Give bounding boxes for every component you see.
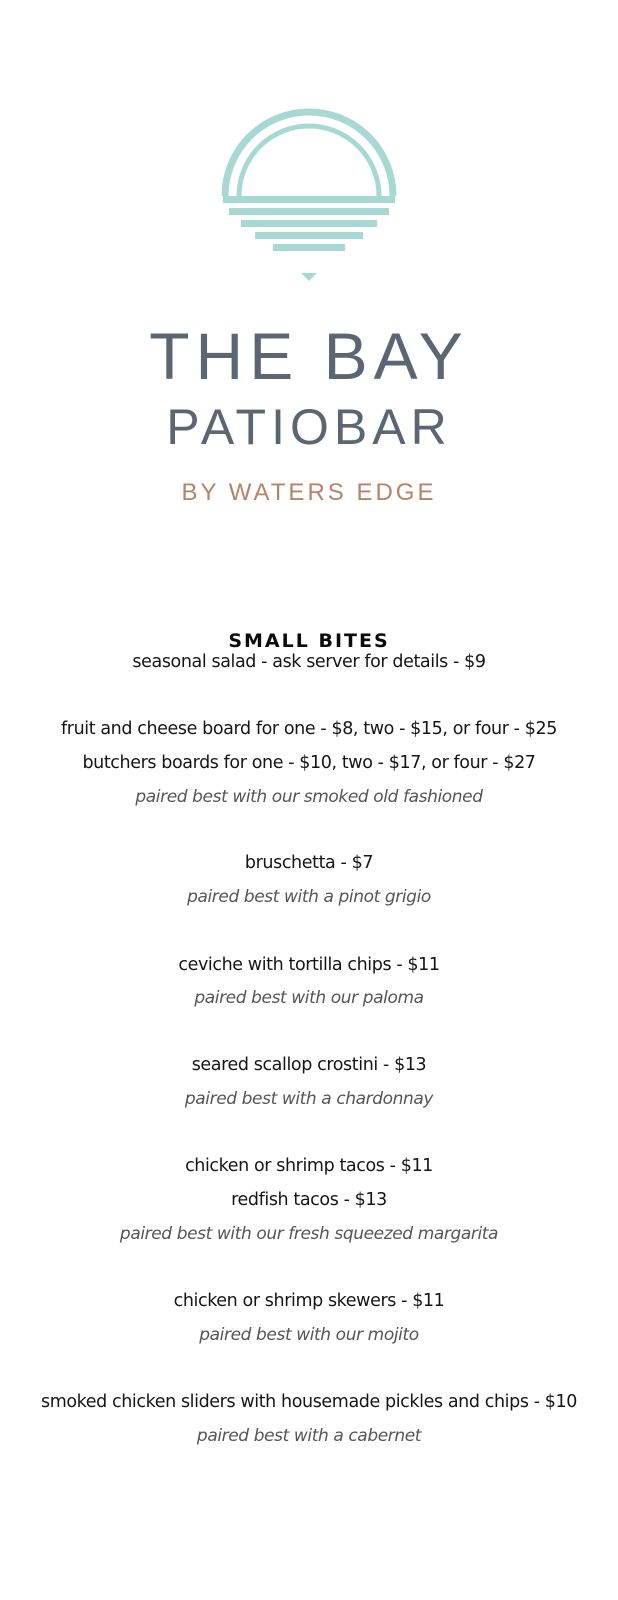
menu-item-ceviche: ceviche with tortilla chips - $11 [178,955,440,975]
menu-item-chicken-sliders: smoked chicken sliders with housemade pickles and chips - $10 [41,1392,577,1412]
menu-item-fruit-cheese-board: fruit and cheese board for one - $8, two - $15, or four - $25 [61,719,557,739]
brand-tagline: BY WATERS EDGE [181,479,437,506]
logo [0,108,618,288]
pairing-smoked-old-fashioned: paired best with our smoked old fashioned [135,787,483,807]
menu-item-seasonal-salad: seasonal salad - ask server for details - $9 [132,652,486,672]
menu-item-scallop-crostini: seared scallop crostini - $13 [191,1055,427,1075]
sunset-logo-icon [219,108,399,288]
menu-item-butchers-boards: butchers boards for one - $10, two - $17, or four - $27 [82,753,536,773]
menu-item-bruschetta: bruschetta - $7 [244,853,374,873]
section-title: SMALL BITES [228,630,390,652]
pairing-margarita: paired best with our fresh squeezed margarita [119,1224,499,1244]
menu-item-chicken-shrimp-tacos: chicken or shrimp tacos - $11 [185,1156,433,1176]
pairing-paloma: paired best with our paloma [194,988,424,1008]
menu-item-redfish-tacos: redfish tacos - $13 [231,1190,387,1210]
pairing-pinot-grigio: paired best with a pinot grigio [187,887,431,907]
pairing-chardonnay: paired best with a chardonnay [184,1089,434,1109]
pairing-mojito: paired best with our mojito [199,1325,419,1345]
pairing-cabernet: paired best with a cabernet [196,1426,422,1446]
brand-subtitle: PATIOBAR [166,399,452,455]
menu-item-skewers: chicken or shrimp skewers - $11 [173,1291,445,1311]
brand-title: THE BAY [149,319,469,393]
